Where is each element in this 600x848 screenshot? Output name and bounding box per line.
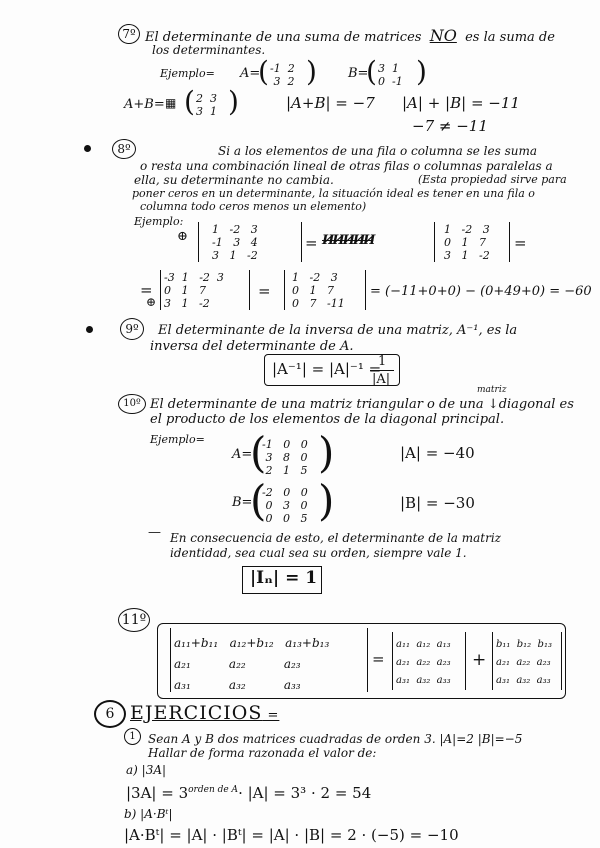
- eq-sign: =: [372, 650, 385, 668]
- p9-formula: |A⁻¹| = |A|⁻¹ =: [272, 360, 382, 378]
- plus-circle-icon: ⊕: [177, 229, 188, 244]
- p11-right-matrix: b₁₁ b₁₂ b₁₃ a₂₁ a₂₂ a₂₃ a₃₁ a₃₂ a₃₃: [496, 639, 552, 686]
- p8-matrix-4: 1 -2 3 0 1 7 0 7 -11: [292, 271, 345, 310]
- p10-identity: |Iₙ| = 1: [250, 568, 318, 588]
- p10-line1: El determinante de una matriz triangular o de una ↓diagonal es: [150, 397, 574, 412]
- item-number-9: 9º: [120, 318, 144, 340]
- p7-apb: A+B=: [124, 97, 165, 112]
- section-number: 6: [94, 700, 126, 728]
- paren: ): [416, 55, 427, 88]
- ex1-line2: Hallar de forma razonada el valor de:: [148, 746, 377, 760]
- p8-result: = (−11+0+0) − (0+49+0) = −60: [370, 284, 592, 299]
- p8-matrix-1: 1 -2 3 -1 3 4 3 1 -2: [212, 223, 258, 262]
- item-number-7: 7º: [118, 24, 140, 44]
- p10-cons1: En consecuencia de esto, el determinante de la matriz: [170, 531, 501, 545]
- ex1-line1: Sean A y B dos matrices cuadradas de orden 3. |A|=2 |B|=−5: [148, 732, 523, 746]
- p11-left-matrix: a₁₁+b₁₁ a₁₂+b₁₂ a₁₃+b₁₃ a₂₁ a₂₂ a₂₃ a₃₁ a₃₂ a₃₃: [174, 636, 330, 692]
- p7-sum-det: |A| + |B| = −11: [402, 94, 520, 112]
- ex1-a-label: a) |3A|: [126, 763, 167, 777]
- plus-sign: +: [472, 650, 487, 670]
- p8-line2: o resta una combinación lineal de otras filas o columnas paralelas a: [140, 159, 553, 173]
- item-number-10: 10º: [118, 394, 146, 414]
- p11-mid-matrix: a₁₁ a₁₂ a₁₃ a₂₁ a₂₂ a₂₃ a₃₁ a₃₂ a₃₃: [396, 639, 451, 686]
- p10-b-eq: B=: [232, 495, 253, 510]
- paren: ): [318, 476, 335, 525]
- eq-sign: =: [140, 281, 153, 299]
- ex1-b-line: |A·Bᵗ| = |A| · |Bᵗ| = |A| · |B| = 2 · (−5) = −10: [124, 826, 459, 844]
- p7-line2: los determinantes.: [152, 43, 266, 57]
- p10-matriz-note: matriz: [477, 385, 507, 395]
- p10-ejemplo: Ejemplo=: [150, 433, 205, 446]
- p7-line1: El determinante de una suma de matrices NO es la suma de: [145, 26, 555, 45]
- p8-matrix-2: 1 -2 3 0 1 7 3 1 -2: [444, 223, 490, 262]
- item-number-11: 11º: [118, 608, 150, 632]
- p7-b-eq: B=: [348, 66, 369, 81]
- p10-matrix-b: -2 0 0 0 3 0 0 0 5: [262, 486, 308, 525]
- p7-matrix-apb: 2 3 3 1: [196, 92, 217, 118]
- p7-a-eq: A=: [240, 66, 261, 81]
- p10-det-b: |B| = −30: [400, 494, 475, 512]
- paren: (: [250, 476, 267, 525]
- p9-line1: El determinante de la inversa de una matriz, A⁻¹, es la: [158, 323, 518, 338]
- paren: ): [306, 55, 317, 88]
- ex1-b-label: b) |A·Bᵗ|: [124, 807, 173, 821]
- p8-line3b: (Esta propiedad sirve para: [418, 173, 567, 186]
- scribble: ▦: [165, 96, 177, 110]
- eq-sign: =: [305, 234, 318, 252]
- p7-det-apb: |A+B| = −7: [286, 94, 375, 112]
- p8-line5: columna todo ceros menos un elemento): [140, 200, 367, 213]
- p7-ejemplo: Ejemplo=: [160, 67, 215, 80]
- p7-matrix-b: 3 1 0 -1: [378, 62, 403, 88]
- bullet-dot: [84, 145, 91, 152]
- p8-ejemplo: Ejemplo:: [134, 215, 184, 228]
- ejercicios-title: EJERCICIOS =: [130, 702, 280, 724]
- p7-matrix-a: -1 2 3 2: [270, 62, 295, 88]
- p10-matrix-a: -1 0 0 3 8 0 2 1 5: [262, 438, 308, 477]
- paren: ): [228, 85, 239, 118]
- p9-line2: inversa del determinante de A.: [150, 339, 354, 354]
- exercise-number-1: 1: [124, 728, 141, 745]
- paren: (: [258, 55, 269, 88]
- p8-matrix-3: -3 1 -2 3 0 1 7 3 1 -2: [164, 271, 224, 310]
- paren: (: [184, 85, 195, 118]
- p9-frac-num: 1: [378, 354, 387, 369]
- plus-circle-icon: ⊕: [146, 295, 157, 309]
- p9-frac-den: |A|: [372, 372, 391, 387]
- crossed-out-scribble: ИИИИИ: [322, 233, 374, 248]
- p10-cons2: identidad, sea cual sea su orden, siempre vale 1.: [170, 546, 467, 560]
- item-number-8: 8º: [112, 139, 136, 159]
- eq-sign: =: [514, 234, 527, 252]
- p8-line1: Si a los elementos de una fila o columna se les suma: [218, 144, 538, 158]
- paren: (: [366, 55, 377, 88]
- bullet-dot: [86, 326, 93, 333]
- paren: (: [250, 428, 267, 477]
- p10-det-a: |A| = −40: [400, 444, 475, 462]
- p7-neq: −7 ≠ −11: [412, 117, 488, 135]
- frac-line: [370, 370, 394, 371]
- p8-line3: ella, su determinante no cambia.: [134, 173, 334, 187]
- p10-a-eq: A=: [232, 447, 253, 462]
- p10-line2: el producto de los elementos de la diagonal principal.: [150, 412, 505, 427]
- dash-bullet: —: [148, 525, 161, 540]
- eq-sign: =: [258, 282, 271, 300]
- ex1-a-line: $|3A| = 3^{orden de A}\cdot |A| = 3^3 \cdot 2 = 54$: [126, 784, 372, 802]
- paren: ): [318, 428, 335, 477]
- p8-line4: poner ceros en un determinante, la situación ideal es tener en una fila o: [132, 187, 535, 200]
